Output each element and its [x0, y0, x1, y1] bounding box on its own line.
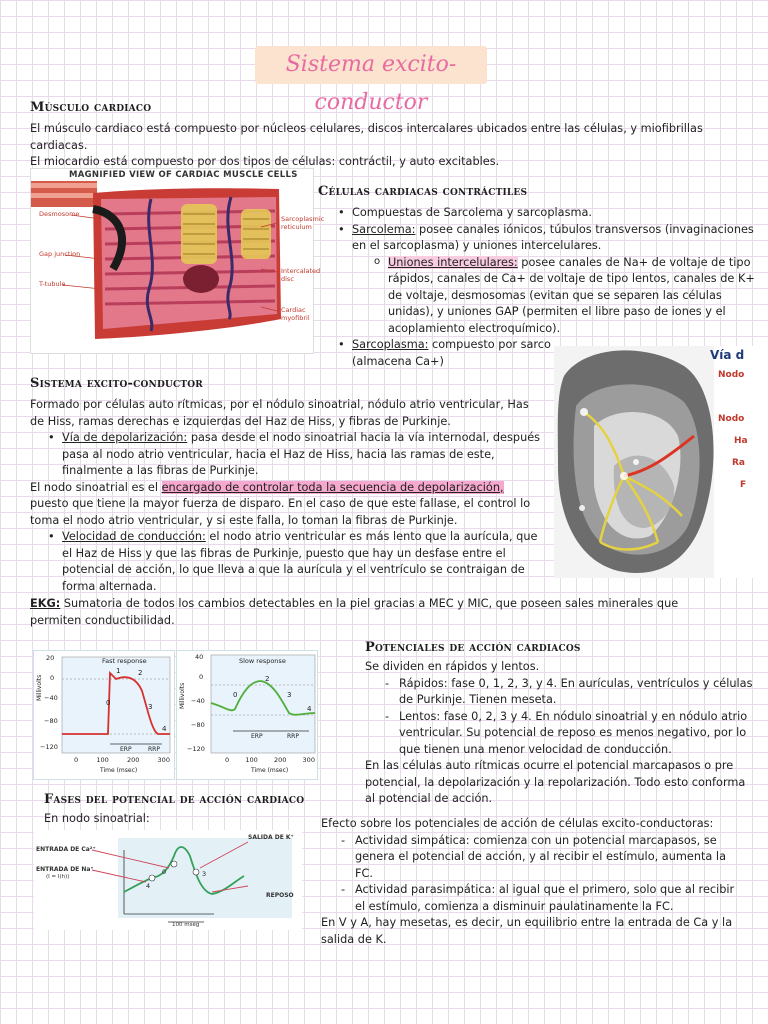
- label-gap-junction: Gap junction: [39, 250, 81, 258]
- efecto-text: [321, 816, 745, 948]
- potenciales-text: [365, 659, 755, 808]
- page-title: Sistema excito-conductor: [255, 46, 487, 84]
- muscle-figure-title: MAGNIFIED VIEW OF CARDIAC MUSCLE CELLS: [69, 170, 298, 180]
- fast-xticks: 0 100 200 300: [74, 756, 170, 764]
- list-item: • Sarcolema: posee canales iónicos, túbulos transversos (invaginaciones en el sarcoplasma) y uniones intercelulares. o Uniones intercelulares: posee canales de Na+ de voltaje de tipo rápidos, canales de Ca+ de voltaje de tipo lentos, canales de K+ de voltaje, desmosomas (evitan que se separen las células unidas), y uniones GAP (permiten el libre paso de iones y el acoplamiento electroquímico).: [334, 222, 760, 338]
- slow-ytick-1: 40: [195, 653, 204, 661]
- musculo-heading: Músculo cardiaco: [30, 100, 152, 115]
- slow-erp: ERP: [251, 733, 263, 740]
- sistema-text: [30, 397, 542, 595]
- sa-label-reposo: REPOSO: [266, 892, 294, 899]
- list-item: • Compuestas de Sarcolema y sarcoplasma.: [334, 205, 760, 222]
- sa-phase-0: 0: [162, 868, 167, 876]
- label-desmosome: Desmosome: [39, 210, 80, 218]
- slow-ytick-2: 0: [199, 673, 204, 681]
- fast-chart-xlabel: Time (msec): [100, 767, 138, 774]
- label-intercalated-disc: Intercalated disc: [281, 267, 321, 283]
- slow-ytick-5: −120: [187, 745, 205, 753]
- heart-label-1: Nodo: [718, 370, 745, 380]
- efecto-p: En V y A, hay mesetas, es decir, un equilibrio entre la entrada de Ca y la salida de K.: [321, 916, 733, 946]
- fast-ytick-3: −40: [44, 694, 58, 702]
- heart-label-4: Ra: [732, 458, 746, 468]
- potenciales-p2: En las células auto rítmicas ocurre el potencial marcapasos o pre potencial, la depolarización y la repolarización. Todo esto conforma al potencial de acción.: [365, 759, 746, 805]
- fast-chart-ylabel: Millivolts: [36, 674, 43, 701]
- efecto-intro: Efecto sobre los potenciales de acción de células excito-conductoras:: [321, 817, 714, 830]
- heart-label-5: F: [740, 480, 747, 490]
- fast-phase-1: 1: [116, 667, 121, 675]
- fast-phase-3: 3: [148, 703, 153, 711]
- fast-ytick-1: 20: [46, 654, 55, 662]
- list-item: - Rápidos: fase 0, 1, 2, 3, y 4. En aurículas, ventrículos y células de Purkinje. Tienen meseta.: [381, 676, 755, 709]
- sistema-p1: Formado por células auto rítmicas, por el nódulo sinoatrial, nódulo atrio ventricular, Has de Hiss, ramas derechas e izquierdas del Haz de Hiss, y fibras de Purkinje.: [30, 398, 529, 428]
- fast-phase-4: 4: [162, 725, 167, 733]
- cardiac-muscle-figure: [30, 168, 325, 354]
- fases-sub: En nodo sinoatrial:: [44, 812, 150, 825]
- musculo-p2: El miocardio está compuesto por dos tipos de células: contráctil, y auto excitables.: [30, 155, 500, 168]
- heart-label-3: Ha: [734, 436, 748, 446]
- fast-response-chart: [33, 650, 175, 780]
- slow-ytick-3: −40: [191, 697, 205, 705]
- label-t-tubule: T-tubule: [39, 280, 66, 288]
- sa-label-ih: (I = I(h)): [46, 874, 70, 880]
- sa-node-svg: [34, 830, 302, 930]
- sistema-p2: El nodo sinoatrial es el encargado de controlar toda la secuencia de depolarización, puesto que tiene la mayor fuerza de disparo. En el caso de que este fallase, el control lo toma el nodo atrio ventricular, y si este falla, lo toman la fibras de Purkinje.: [30, 480, 531, 527]
- slow-chart-ylabel: Millivolts: [179, 682, 186, 709]
- slow-phase-4: 4: [307, 705, 312, 713]
- slow-phase-0: 0: [233, 691, 238, 699]
- slow-response-chart: [176, 650, 318, 780]
- sa-label-time: 100 mseg: [172, 922, 200, 928]
- contractiles-heading: Células cardiacas contráctiles: [318, 184, 528, 199]
- musculo-text: [30, 121, 730, 171]
- sa-node-chart: [34, 830, 302, 930]
- list-item: • Vía de depolarización: pasa desde el nodo sinoatrial hacia la vía internodal, después pasa al nodo atrio ventricular, hacia el Haz de Hiss, hacia las ramas de este, finalmente a las fibras de Purkinje.: [44, 430, 542, 480]
- ekg-text: EKG: Sumatoria de todos los cambios detectables en la piel gracias a MEC y MIC, que poseen sales minerales que permiten conductibilidad.: [30, 597, 679, 627]
- sa-label-na: ENTRADA DE Na⁺: [36, 866, 94, 873]
- sistema-heading: Sistema excito-conductor: [30, 376, 203, 391]
- sa-phase-3: 3: [202, 870, 207, 878]
- slow-chart-title: Slow response: [239, 657, 286, 665]
- list-item: - Lentos: fase 0, 2, 3 y 4. En nódulo sinoatrial y en nódulo atrio ventricular. Su potencial de reposo es menos negativo, por lo que tienen una menor velocidad de conducción.: [381, 709, 755, 759]
- potenciales-heading: Potenciales de acción cardiacos: [365, 640, 581, 655]
- heart-conduction-figure: [554, 346, 768, 578]
- list-item: - Actividad parasimpática: al igual que el primero, solo que al recibir el estímulo, comienza a disminuir paulatinamente la FC.: [337, 882, 745, 915]
- heart-figure-title: Vía d: [710, 348, 745, 362]
- fases-heading: Fases del potencial de acción cardiaco: [44, 792, 305, 807]
- fast-ytick-4: −80: [44, 717, 58, 725]
- fast-ytick-2: 0: [50, 674, 55, 682]
- list-item: - Actividad simpática: comienza con un potencial marcapasos, se genera el potencial de acción, y al recibir el estímulo, aumenta la FC.: [337, 833, 745, 883]
- slow-ytick-4: −80: [191, 721, 205, 729]
- label-cardiac-myofibril: Cardiac myofibril: [281, 306, 310, 322]
- fast-phase-0: 0: [106, 699, 111, 707]
- sa-label-k: SALIDA DE K⁺: [248, 834, 294, 841]
- slow-phase-2: 2: [265, 675, 270, 683]
- label-sarcoplasmic-reticulum: Sarcoplasmic reticulum: [281, 215, 325, 231]
- fast-phase-2: 2: [138, 669, 143, 677]
- fast-rrp: RRP: [148, 746, 160, 753]
- slow-phase-3: 3: [287, 691, 292, 699]
- heart-label-2: Nodo: [718, 414, 745, 424]
- musculo-p1: El músculo cardiaco está compuesto por núcleos celulares, discos intercalares ubicados entre las células, y miofibrillas cardiacas.: [30, 122, 703, 152]
- list-item: • Sarcoplasma: compuesto por sarco (almacena Ca+): [334, 337, 760, 370]
- slow-rrp: RRP: [287, 733, 299, 740]
- sa-label-ca: ENTRADA DE Ca²⁺: [36, 846, 96, 853]
- slow-chart-xlabel: Time (msec): [251, 767, 289, 774]
- list-item: o Uniones intercelulares: posee canales de Na+ de voltaje de tipo rápidos, canales de Ca+ de voltaje de tipo lentos, canales de K+ de voltaje, desmosomas (evitan que se separen las células unidas), y uniones GAP (permiten el libre paso de iones y el acoplamiento electroquímico).: [370, 255, 760, 338]
- fast-ytick-5: −120: [40, 743, 58, 751]
- sa-phase-4: 4: [146, 882, 151, 890]
- muscle-illustration: [31, 169, 325, 355]
- potenciales-intro: Se dividen en rápidos y lentos.: [365, 660, 540, 673]
- slow-xticks: 0 100 200 300: [225, 756, 315, 764]
- fast-chart-title: Fast response: [102, 657, 147, 665]
- list-item: • Velocidad de conducción: el nodo atrio ventricular es más lento que la aurícula, que el Haz de Hiss y que las fibras de Purkinje, puesto que hay un desfase entre el potencial de acción, lo que lleva a que la aurícula y el ventrículo se contraigan de forma alternada.: [44, 529, 542, 595]
- fast-erp: ERP: [120, 746, 132, 753]
